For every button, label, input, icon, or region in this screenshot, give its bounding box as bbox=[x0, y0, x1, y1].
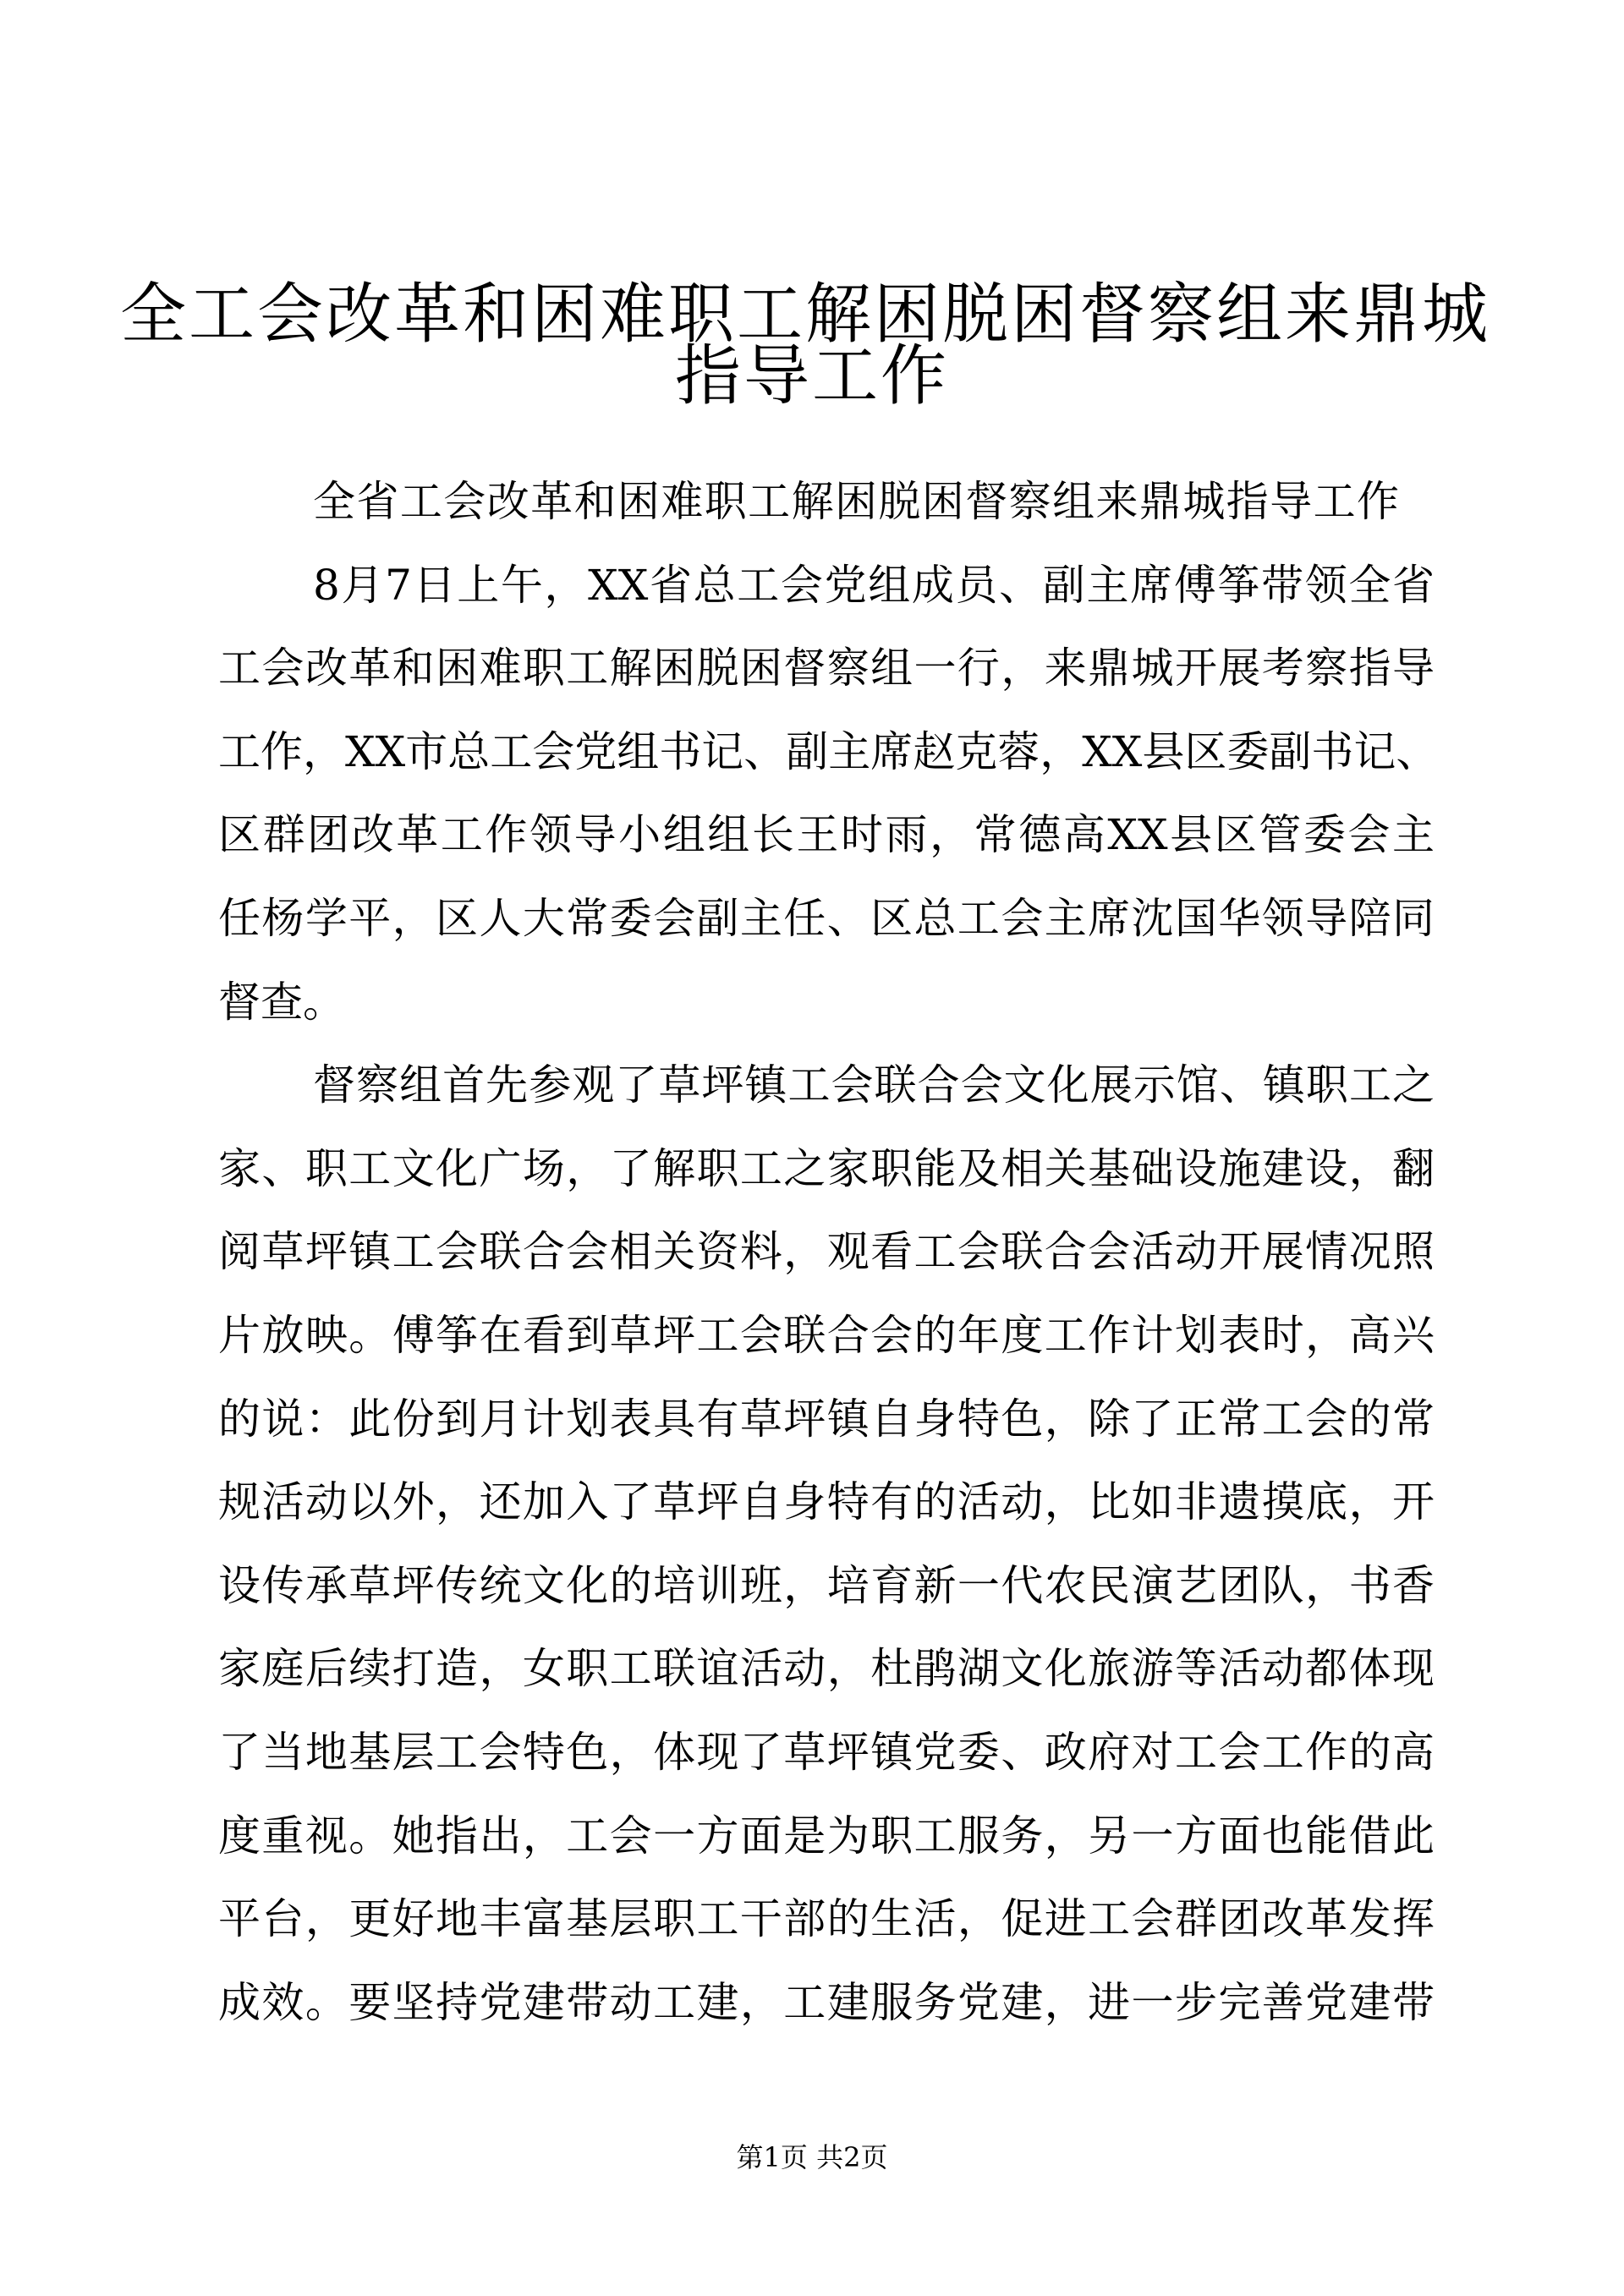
paragraph-1-line: 督查。 bbox=[218, 977, 345, 1027]
document-title-line-1: 全工会改革和困难职工解困脱困督察组来鼎城 bbox=[119, 277, 1490, 353]
paragraph-2-line: 家、职工文化广场，了解职工之家职能及相关基础设施建设，翻 bbox=[218, 1143, 1435, 1193]
paragraph-1-line: 8月7日上午，XX省总工会党组成员、副主席傅筝带领全省 bbox=[313, 560, 1435, 610]
document-title-line-2: 指导工作 bbox=[674, 338, 949, 414]
paragraph-2-line: 平台，更好地丰富基层职工干部的生活，促进工会群团改革发挥 bbox=[218, 1894, 1435, 1944]
paragraph-2-line: 成效。要坚持党建带动工建，工建服务党建，进一步完善党建带 bbox=[218, 1977, 1435, 2027]
paragraph-2-line: 督察组首先参观了草坪镇工会联合会文化展示馆、镇职工之 bbox=[313, 1060, 1435, 1110]
paragraph-2-line: 度重视。她指出，工会一方面是为职工服务，另一方面也能借此 bbox=[218, 1811, 1435, 1860]
paragraph-1-line: 任杨学平，区人大常委会副主任、区总工会主席沈国华领导陪同 bbox=[218, 893, 1435, 943]
page-number-footer: 第1页 共2页 bbox=[736, 2141, 888, 2173]
paragraph-2-line: 设传承草坪传统文化的培训班，培育新一代农民演艺团队，书香 bbox=[218, 1560, 1435, 1610]
paragraph-2-line: 规活动以外，还加入了草坪自身特有的活动，比如非遗摸底，开 bbox=[218, 1477, 1435, 1527]
paragraph-1-line: 工会改革和困难职工解困脱困督察组一行，来鼎城开展考察指导 bbox=[218, 644, 1435, 693]
subtitle: 全省工会改革和困难职工解困脱困督察组来鼎城指导工作 bbox=[313, 477, 1399, 526]
paragraph-2-line: 家庭后续打造，女职工联谊活动，杜鹃湖文化旅游等活动都体现 bbox=[218, 1644, 1435, 1694]
paragraph-1-line: 区群团改革工作领导小组组长王时雨，常德高XX县区管委会主 bbox=[218, 810, 1435, 860]
paragraph-2-line: 片放映。傅筝在看到草坪工会联合会的年度工作计划表时，高兴 bbox=[218, 1310, 1435, 1360]
paragraph-2-line: 阅草坪镇工会联合会相关资料，观看工会联合会活动开展情况照 bbox=[218, 1227, 1435, 1277]
paragraph-2-line: 了当地基层工会特色，体现了草坪镇党委、政府对工会工作的高 bbox=[218, 1727, 1435, 1777]
paragraph-2-line: 的说：此份到月计划表具有草坪镇自身特色，除了正常工会的常 bbox=[218, 1394, 1435, 1444]
paragraph-1-line: 工作，XX市总工会党组书记、副主席赵克蓉，XX县区委副书记、 bbox=[218, 726, 1439, 776]
document-body bbox=[218, 460, 1439, 2044]
